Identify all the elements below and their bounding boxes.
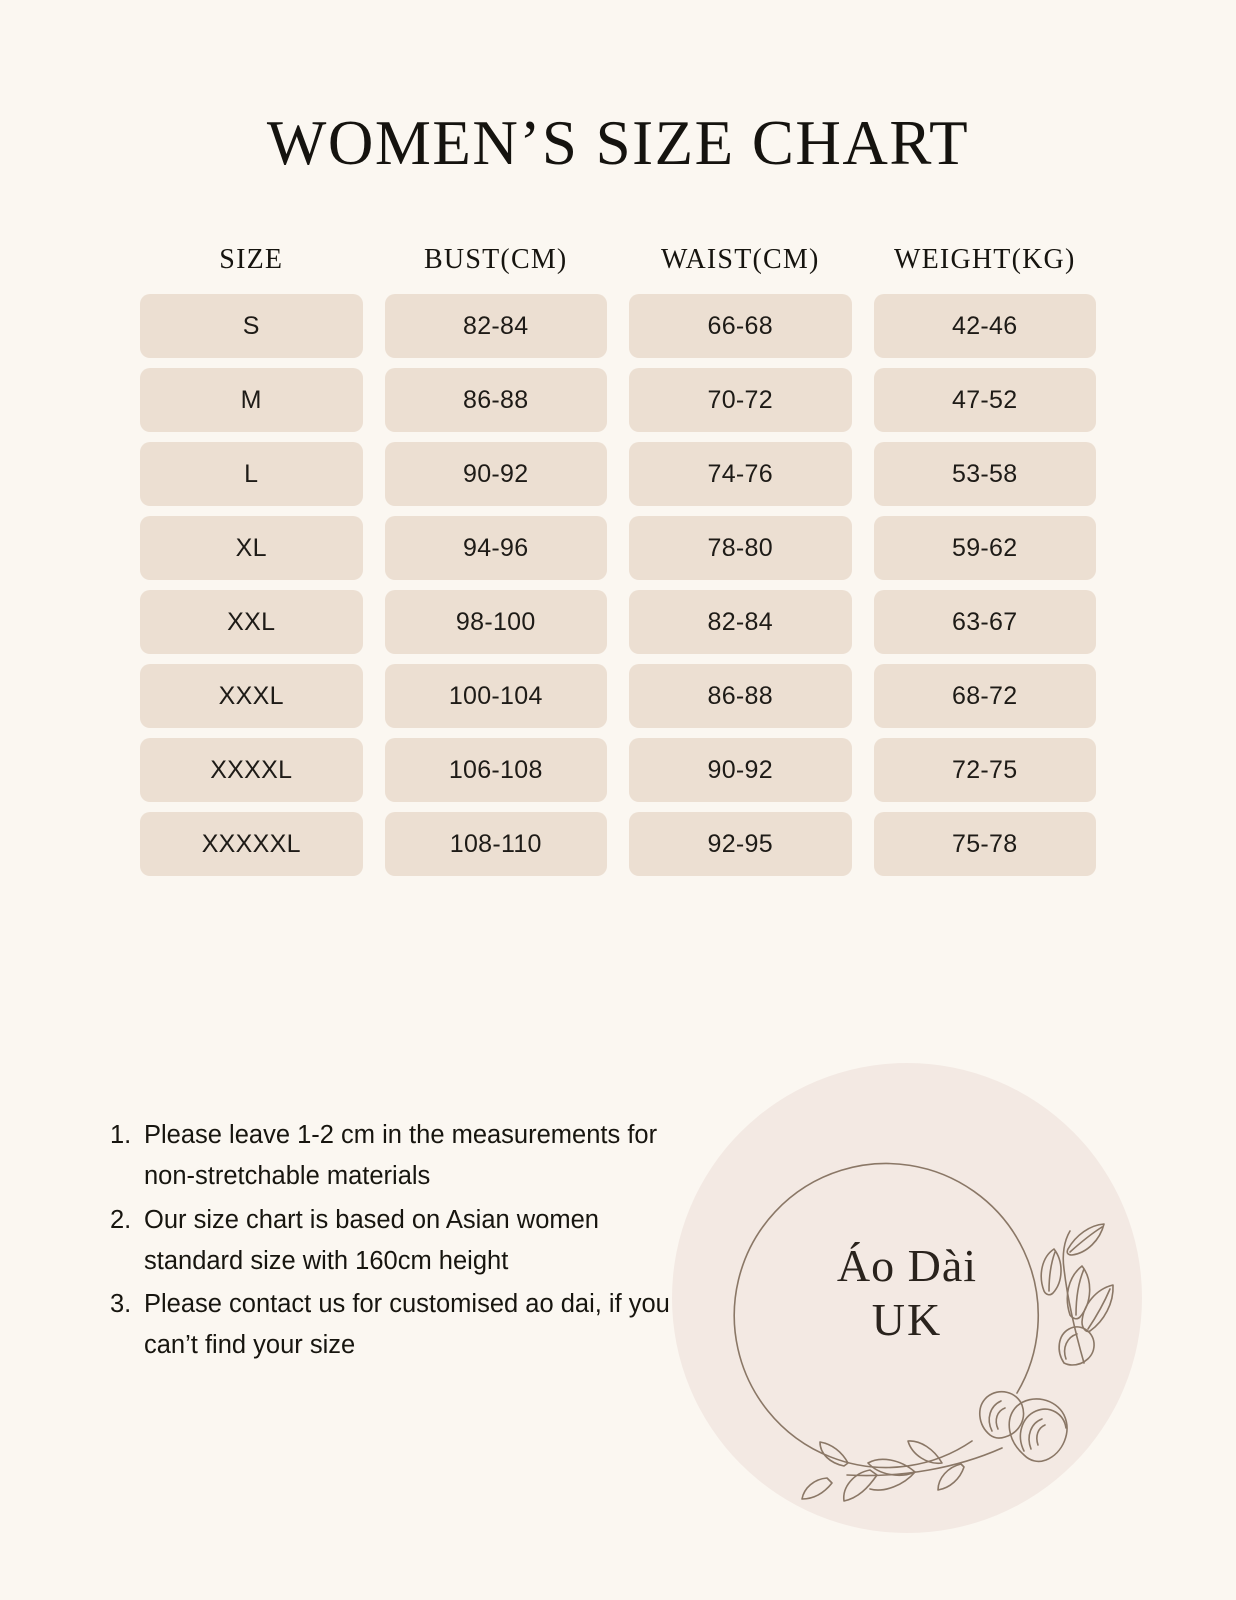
table-row [140, 738, 1096, 802]
table-row [140, 590, 1096, 654]
cell-waist: 90-92 [629, 738, 852, 802]
cell-bust: 98-100 [385, 590, 608, 654]
logo-line-1: Áo Dài [836, 1240, 978, 1291]
cell-weight: 63-67 [874, 590, 1097, 654]
cell-weight: 42-46 [874, 294, 1097, 358]
table-row [140, 368, 1096, 432]
cell-waist: 86-88 [629, 664, 852, 728]
cell-waist: 74-76 [629, 442, 852, 506]
cell-waist: 92-95 [629, 812, 852, 876]
table-row [140, 294, 1096, 358]
notes-list [110, 1115, 670, 1369]
cell-waist: 82-84 [629, 590, 852, 654]
table-row [140, 442, 1096, 506]
cell-size: L [140, 442, 363, 506]
cell-waist: 66-68 [629, 294, 852, 358]
table-head [140, 243, 1096, 284]
table-row [140, 516, 1096, 580]
cell-weight: 72-75 [874, 738, 1097, 802]
note-text: Please leave 1-2 cm in the measurements for non-stretchable materials [144, 1121, 658, 1191]
note-number: 3. [110, 1290, 132, 1319]
cell-bust: 100-104 [385, 664, 608, 728]
cell-bust: 94-96 [385, 516, 608, 580]
cell-size: XXXL [140, 664, 363, 728]
cell-weight: 75-78 [874, 812, 1097, 876]
cell-weight: 47-52 [874, 368, 1097, 432]
column-header-waist: WAIST(CM) [660, 244, 820, 275]
cell-waist: 70-72 [629, 368, 852, 432]
note-number: 1. [110, 1121, 132, 1149]
column-header-size: SIZE [219, 244, 284, 275]
list-item [110, 1284, 670, 1367]
logo-line-2: UK [871, 1294, 943, 1346]
list-item [110, 1200, 670, 1283]
cell-size: XXXXL [140, 738, 363, 802]
floral-wreath-icon [672, 1063, 1142, 1533]
note-text: Our size chart is based on Asian women standard size with 160cm height [144, 1205, 599, 1275]
column-header-bust: BUST(CM) [424, 244, 568, 275]
cell-size: XXL [140, 590, 363, 654]
table-header-row [140, 243, 1096, 284]
cell-bust: 86-88 [385, 368, 608, 432]
note-number: 2. [110, 1205, 132, 1234]
cell-size: S [140, 294, 363, 358]
page-title: WOMEN’S SIZE CHART [266, 108, 970, 178]
cell-size: XL [140, 516, 363, 580]
column-header-weight: WEIGHT(KG) [894, 244, 1076, 275]
cell-bust: 106-108 [385, 738, 608, 802]
table-row [140, 812, 1096, 876]
list-item [110, 1115, 670, 1198]
cell-weight: 59-62 [874, 516, 1097, 580]
cell-bust: 82-84 [385, 294, 608, 358]
brand-logo [672, 1063, 1142, 1533]
cell-size: XXXXXL [140, 812, 363, 876]
table-row [140, 664, 1096, 728]
cell-bust: 108-110 [385, 812, 608, 876]
cell-waist: 78-80 [629, 516, 852, 580]
table-body [140, 294, 1096, 876]
note-text: Please contact us for customised ao dai, if you can’t find your size [144, 1290, 670, 1360]
cell-weight: 53-58 [874, 442, 1097, 506]
cell-bust: 90-92 [385, 442, 608, 506]
size-table-container [118, 175, 1118, 886]
size-table [118, 233, 1118, 886]
cell-size: M [140, 368, 363, 432]
cell-weight: 68-72 [874, 664, 1097, 728]
